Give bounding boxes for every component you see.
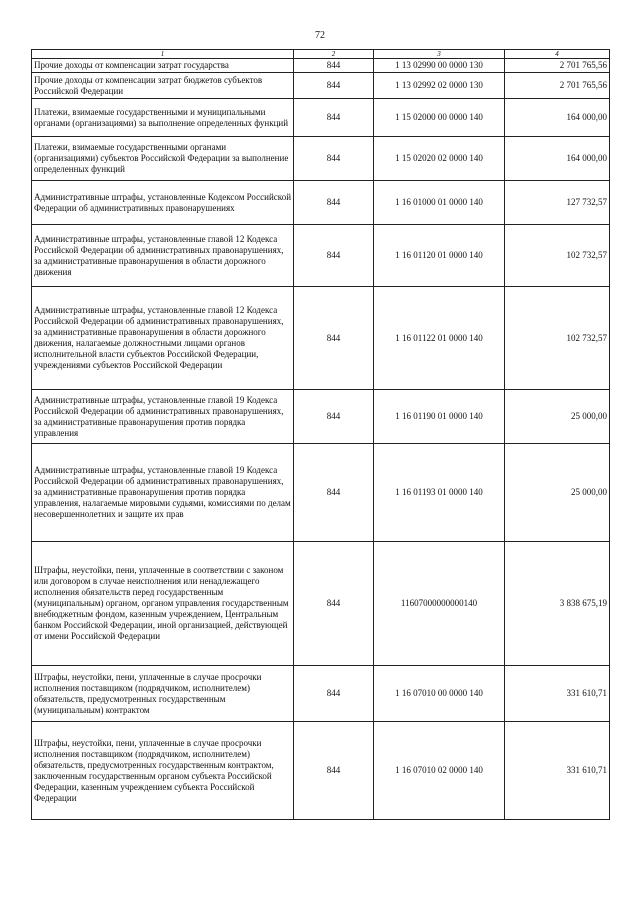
- amount: 127 732,57: [505, 181, 610, 225]
- budget-classification-code: 1 13 02992 02 0000 130: [374, 73, 505, 99]
- budget-classification-code: 1 13 02990 00 0000 130: [374, 59, 505, 73]
- table-row: [32, 181, 610, 225]
- administrator-code: 844: [294, 444, 374, 542]
- revenue-name: Прочие доходы от компенсации затрат государства: [32, 59, 294, 73]
- amount: 2 701 765,56: [505, 73, 610, 99]
- table-row: [32, 225, 610, 287]
- revenue-name: Штрафы, неустойки, пени, уплаченные в соответствии с законом или договором в случае неисполнения или ненадлежащего исполнения обязательств перед государственным (муниципальным) органом, органом управления государственным внебюджетным фондом, казенным учреждением, Центральным банком Российской Федерации, иной организацией, действующей от имени Российской Федерации: [32, 542, 294, 666]
- revenue-name: Штрафы, неустойки, пени, уплаченные в случае просрочки исполнения поставщиком (подрядчиком, исполнителем) обязательств, предусмотренных государственным контрактом, заключенным государственным органом субъекта Российской Федерации, казенным учреждением субъекта Российской Федерации: [32, 722, 294, 820]
- revenue-name: Административные штрафы, установленные главой 12 Кодекса Российской Федерации об административных правонарушениях, за административные правонарушения в области дорожного движения: [32, 225, 294, 287]
- revenue-name: Платежи, взимаемые государственными органами (организациями) субъектов Российской Федерации за выполнение определенных функций: [32, 137, 294, 181]
- amount: 331 610,71: [505, 722, 610, 820]
- revenue-name: Административные штрафы, установленные главой 19 Кодекса Российской Федерации об административных правонарушениях, за административные правонарушения против порядка управления, налагаемые мировыми судьями, комиссиями по делам несовершеннолетних и защите их прав: [32, 444, 294, 542]
- revenue-name: Платежи, взимаемые государственными и муниципальными органами (организациями) за выполнение определенных функций: [32, 99, 294, 137]
- administrator-code: 844: [294, 225, 374, 287]
- administrator-code: 844: [294, 722, 374, 820]
- administrator-code: 844: [294, 181, 374, 225]
- table-row: [32, 59, 610, 73]
- administrator-code: 844: [294, 137, 374, 181]
- amount: 2 701 765,56: [505, 59, 610, 73]
- table-row: [32, 722, 610, 820]
- budget-classification-code: 1 15 02020 02 0000 140: [374, 137, 505, 181]
- amount: 164 000,00: [505, 137, 610, 181]
- revenue-name: Административные штрафы, установленные главой 12 Кодекса Российской Федерации об административных правонарушениях, за административные правонарушения в области дорожного движения, налагаемые должностными лицами органов исполнительной власти субъектов Российской Федерации, учреждениями субъектов Российской Федерации: [32, 287, 294, 390]
- amount: 3 838 675,19: [505, 542, 610, 666]
- administrator-code: 844: [294, 542, 374, 666]
- column-header-3: 3: [374, 50, 505, 59]
- budget-classification-code: 1 16 07010 00 0000 140: [374, 666, 505, 722]
- table-row: [32, 444, 610, 542]
- budget-classification-code: 1 16 01122 01 0000 140: [374, 287, 505, 390]
- budget-classification-code: 1 16 01190 01 0000 140: [374, 390, 505, 444]
- budget-classification-code: 1 16 01193 01 0000 140: [374, 444, 505, 542]
- revenue-name: Штрафы, неустойки, пени, уплаченные в случае просрочки исполнения поставщиком (подрядчиком, исполнителем) обязательств, предусмотренных государственным (муниципальным) контрактом: [32, 666, 294, 722]
- budget-classification-code: 1 16 01120 01 0000 140: [374, 225, 505, 287]
- table-row: [32, 666, 610, 722]
- budget-classification-code: 1 15 02000 00 0000 140: [374, 99, 505, 137]
- page-number: 72: [315, 30, 325, 41]
- administrator-code: 844: [294, 666, 374, 722]
- amount: 102 732,57: [505, 287, 610, 390]
- administrator-code: 844: [294, 73, 374, 99]
- table-body: [32, 59, 610, 820]
- budget-revenue-table: [31, 49, 610, 820]
- column-header-4: 4: [505, 50, 610, 59]
- amount: 164 000,00: [505, 99, 610, 137]
- revenue-name: Прочие доходы от компенсации затрат бюджетов субъектов Российской Федерации: [32, 73, 294, 99]
- column-header-2: 2: [294, 50, 374, 59]
- budget-classification-code: 11607000000000140: [374, 542, 505, 666]
- administrator-code: 844: [294, 287, 374, 390]
- column-number-row: [32, 50, 610, 59]
- administrator-code: 844: [294, 99, 374, 137]
- amount: 25 000,00: [505, 444, 610, 542]
- amount: 102 732,57: [505, 225, 610, 287]
- budget-classification-code: 1 16 01000 01 0000 140: [374, 181, 505, 225]
- amount: 25 000,00: [505, 390, 610, 444]
- revenue-name: Административные штрафы, установленные Кодексом Российской Федерации об административных правонарушениях: [32, 181, 294, 225]
- administrator-code: 844: [294, 59, 374, 73]
- table-row: [32, 137, 610, 181]
- table-row: [32, 287, 610, 390]
- administrator-code: 844: [294, 390, 374, 444]
- column-header-1: 1: [32, 50, 294, 59]
- table-row: [32, 542, 610, 666]
- amount: 331 610,71: [505, 666, 610, 722]
- table-row: [32, 390, 610, 444]
- revenue-name: Административные штрафы, установленные главой 19 Кодекса Российской Федерации об административных правонарушениях, за административные правонарушения против порядка управления: [32, 390, 294, 444]
- table-row: [32, 99, 610, 137]
- budget-classification-code: 1 16 07010 02 0000 140: [374, 722, 505, 820]
- table-row: [32, 73, 610, 99]
